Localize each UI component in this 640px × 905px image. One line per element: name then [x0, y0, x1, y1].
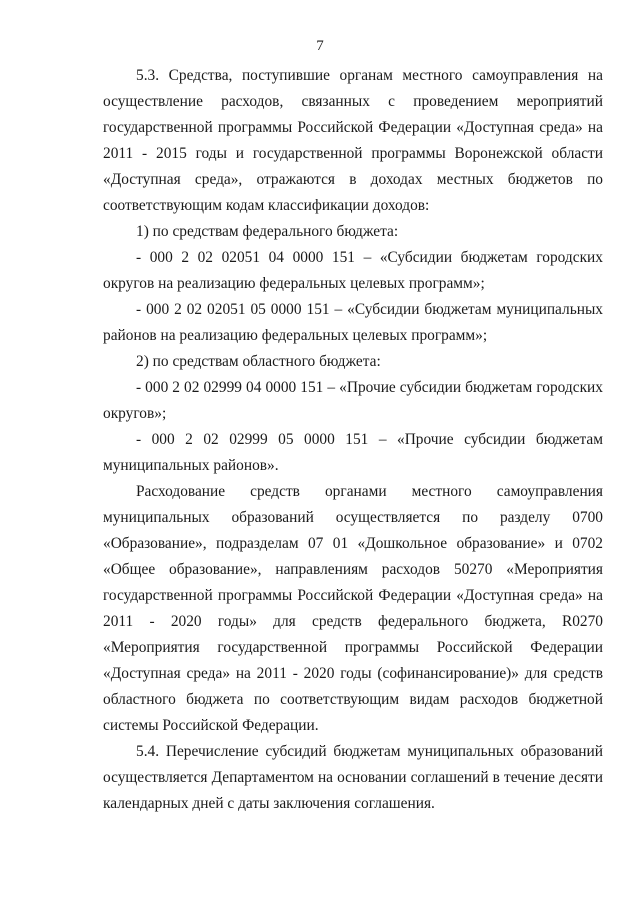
paragraph-regional-code-municipal: - 000 2 02 02999 05 0000 151 – «Прочие субсидии бюджетам муниципальных районов». — [103, 431, 603, 474]
page-number: 7 — [316, 38, 324, 54]
paragraph-5-4: 5.4. Перечисление субсидий бюджетам муниципальных образований осуществляется Департаментом на основании соглашений в течение десяти календарных дней с даты заключения соглашения. — [103, 743, 603, 812]
document-body — [103, 63, 603, 817]
paragraph-5-3: 5.3. Средства, поступившие органам местного самоуправления на осуществление расходов, связанных с проведением мероприятий государственной программы Российской Федерации «Доступная среда» на 2011 - 2015 годы и государственной программы Воронежской области «Доступная среда», отражаются в доходах местных бюджетов по соответствующим кодам классификации доходов: — [103, 67, 603, 214]
paragraph-regional-budget-heading: 2) по средствам областного бюджета: — [136, 353, 381, 370]
paragraph-federal-code-urban: - 000 2 02 02051 04 0000 151 – «Субсидии бюджетам городских округов на реализацию федеральных целевых программ»; — [103, 249, 603, 292]
paragraph-federal-budget-heading: 1) по средствам федерального бюджета: — [136, 223, 399, 240]
paragraph-federal-code-municipal: - 000 2 02 02051 05 0000 151 – «Субсидии бюджетам муниципальных районов на реализацию федеральных целевых программ»; — [103, 301, 603, 344]
paragraph-regional-code-urban: - 000 2 02 02999 04 0000 151 – «Прочие субсидии бюджетам городских округов»; — [103, 379, 603, 422]
paragraph-spending: Расходование средств органами местного самоуправления муниципальных образований осуществляется по разделу 0700 «Образование», подразделам 07 01 «Дошкольное образование» и 0702 «Общее образование», направлениям расходов 50270 «Мероприятия государственной программы Российской Федерации «Доступная среда» на 2011 - 2020 годы» для средств федерального бюджета, R0270 «Мероприятия государственной программы Российской Федерации «Доступная среда» на 2011 - 2020 годы (софинансирование)» для средств областного бюджета по соответствующим видам расходов бюджетной системы Российской Федерации. — [103, 483, 603, 734]
